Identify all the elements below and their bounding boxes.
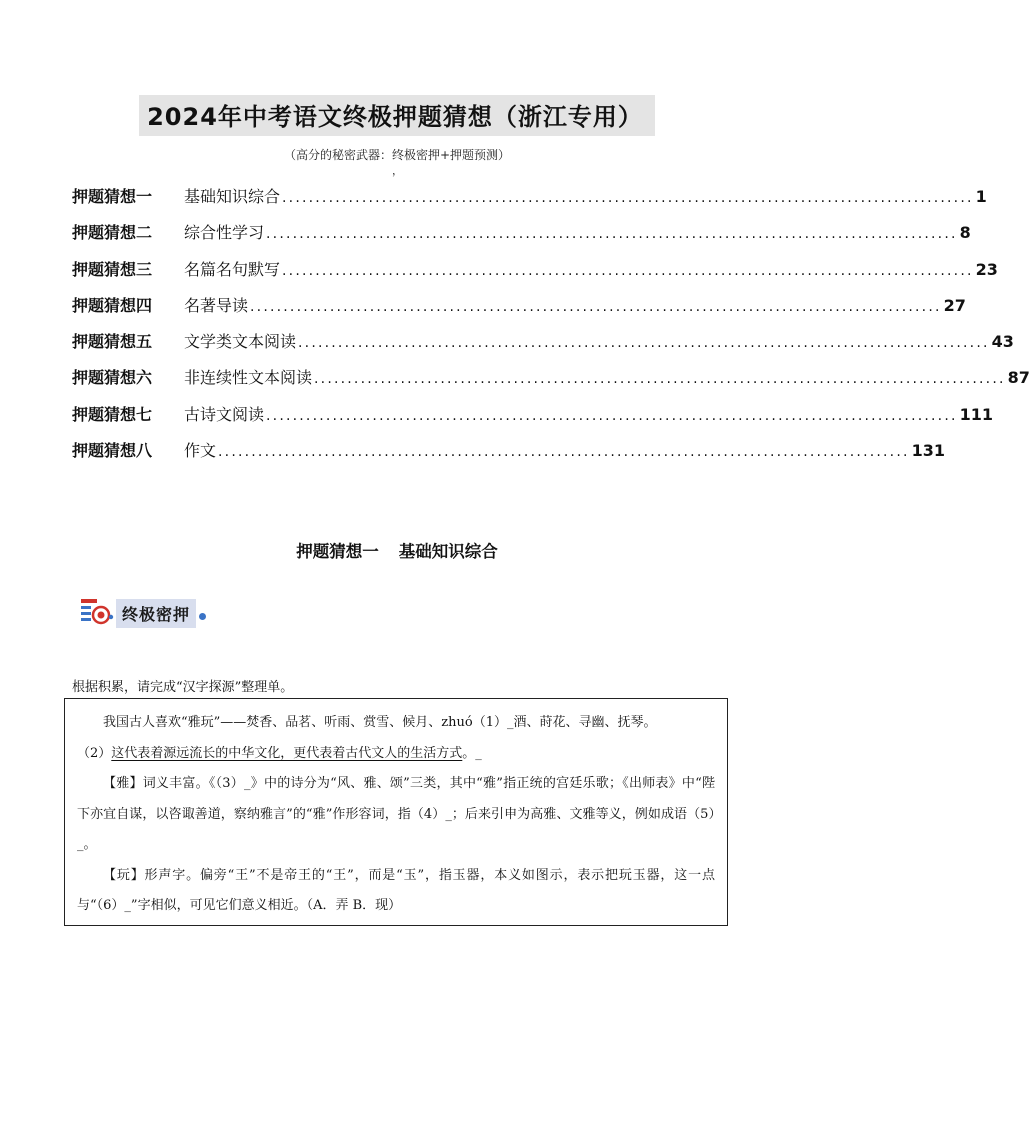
toc-item-text: 名篇名句默写: [184, 259, 281, 279]
page-subtitle: （高分的秘密武器：终极密押+押题预测）: [283, 148, 511, 162]
toc-leader-dots: ........................................................................................................: [282, 190, 974, 206]
toc-leader-dots: ........................................................................................................: [250, 298, 942, 315]
toc-item-text: 非连续性文本阅读: [184, 368, 313, 388]
toc-item[interactable]: [72, 365, 1030, 401]
question-instruction: 根据积累，请完成“汉字探源”整理单。: [72, 680, 294, 695]
toc-item-label: 押题猜想四: [72, 295, 153, 315]
toc-item-page: 23: [975, 259, 998, 279]
toc-item-page: 131: [911, 441, 946, 461]
toc-item-text: 基础知识综合: [184, 187, 281, 206]
section-title-label: 押题猜想一: [296, 542, 379, 561]
toc-item-text: 古诗文阅读: [184, 404, 265, 424]
toc-item-page: 1: [975, 187, 987, 206]
toc-item-page: 43: [991, 332, 1014, 352]
toc-item-label: 押题猜想六: [72, 368, 153, 388]
toc-item-label: 押题猜想一: [72, 187, 153, 206]
title-wrap: [0, 95, 794, 136]
stray-mark: ，: [392, 164, 403, 177]
toc-item-text: 名著导读: [184, 295, 249, 315]
section-title-name: 基础知识综合: [398, 542, 498, 561]
toc-item-page: 8: [959, 223, 971, 243]
toc-item[interactable]: [72, 220, 971, 256]
badge-ultimate-pick: [80, 598, 206, 628]
toc-item-text: 综合性学习: [184, 223, 265, 243]
table-of-contents: [72, 184, 1030, 474]
toc-item-page: 111: [959, 404, 994, 424]
toc-leader-dots: ........................................................................................................: [314, 371, 1006, 388]
passage-paragraph-1: 我国古人喜欢“雅玩”——焚香、品茗、听雨、赏雪、候月、zhuó（1）_酒、莳花、寻幽、抚琴。: [103, 715, 657, 730]
toc-item-label: 押题猜想八: [72, 441, 153, 461]
toc-item[interactable]: [72, 329, 1014, 365]
passage-paragraph-ya: 【雅】词义丰富。《（3）_》中的诗分为“风、雅、颂”三类，其中“雅”指正统的宫廷乐歌；《出师表》中“陛下亦宜自谋，以咨诹善道，察纳雅言”的“雅”作形容词，指（4）_；后来引申为高雅、文雅等义，例如成语（5）_。: [77, 776, 715, 852]
toc-item[interactable]: [72, 257, 998, 293]
toc-item-text: 文学类文本阅读: [184, 332, 297, 352]
passage-paragraph-2-suffix: 。_: [462, 745, 482, 761]
toc-item-label: 押题猜想五: [72, 332, 153, 352]
target-icon: [80, 598, 114, 628]
page-title: 2024年中考语文终极押题猜想（浙江专用）: [139, 95, 655, 136]
toc-item[interactable]: [72, 293, 966, 329]
toc-item-label: 押题猜想三: [72, 259, 153, 279]
badge-dot: [199, 613, 206, 620]
underlined-sentence: 这代表着源远流长的中华文化，更代表着古代文人的生活方式: [111, 745, 463, 761]
toc-item[interactable]: [72, 184, 987, 220]
passage-paragraph-2-prefix: （2）: [77, 745, 112, 761]
toc-leader-dots: ........................................................................................................: [266, 226, 958, 243]
toc-item-text: 作文: [184, 441, 217, 461]
passage-paragraph-wan: 【玩】形声字。偏旁“王”不是帝王的“王”，而是“玉”，指玉器，本义如图示，表示把玩玉器，这一点与“（6）_”字相似，可见它们意义相近。（A．弄 B．现）: [77, 867, 715, 913]
toc-item-label: 押题猜想七: [72, 404, 153, 424]
toc-leader-dots: ........................................................................................................: [282, 262, 974, 279]
toc-item[interactable]: [72, 402, 994, 438]
toc-item-label: 押题猜想二: [72, 223, 153, 243]
toc-item-page: 87: [1007, 368, 1030, 388]
toc-item-page: 27: [943, 295, 966, 315]
passage-paragraph-2: [77, 739, 715, 770]
toc-leader-dots: ........................................................................................................: [298, 335, 990, 352]
section-title: [0, 538, 794, 562]
badge-label: 终极密押: [116, 599, 196, 628]
toc-leader-dots: ........................................................................................................: [266, 407, 958, 424]
toc-leader-dots: ........................................................................................................: [218, 444, 910, 461]
toc-item[interactable]: [72, 438, 946, 474]
passage-box: [64, 698, 728, 926]
